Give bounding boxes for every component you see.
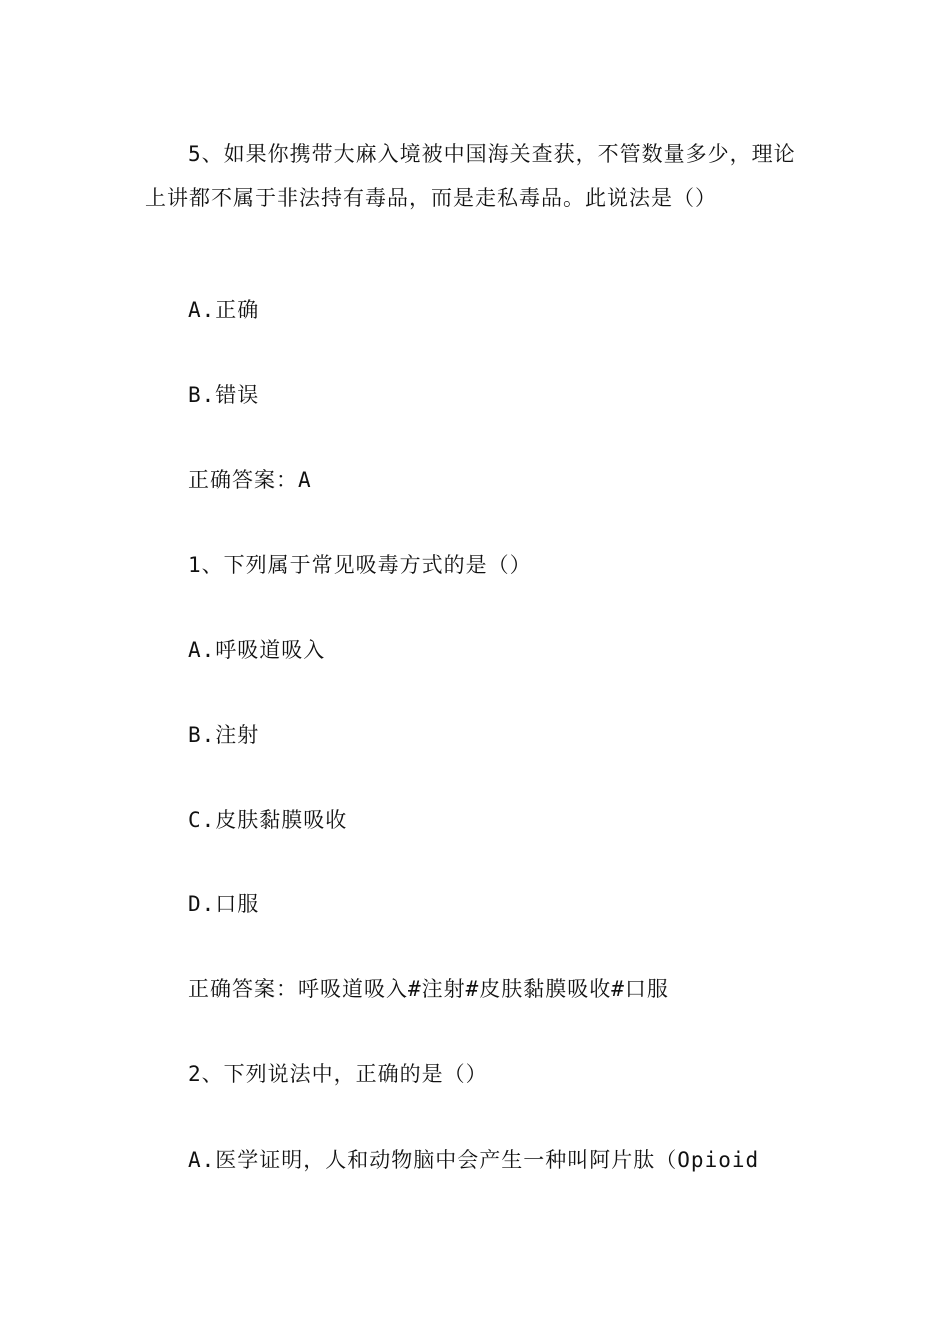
question-1-text: 1、下列属于常见吸毒方式的是（）: [188, 553, 532, 577]
question-1-answer: 正确答案：呼吸道吸入#注射#皮肤黏膜吸收#口服: [188, 977, 669, 1001]
question-5-answer: 正确答案：A: [188, 468, 312, 492]
question-1-option-b: B.注射: [188, 723, 260, 747]
question-5-option-a: A.正确: [188, 298, 260, 322]
question-5-text-line-1: 5、如果你携带大麻入境被中国海关查获，不管数量多少，理论: [188, 142, 796, 166]
question-5-text-line-2: 上讲都不属于非法持有毒品，而是走私毒品。此说法是（）: [145, 186, 717, 210]
question-2-text: 2、下列说法中，正确的是（）: [188, 1062, 488, 1086]
question-1-option-a: A.呼吸道吸入: [188, 638, 326, 662]
question-1-option-c: C.皮肤黏膜吸收: [188, 808, 348, 832]
question-1-option-d: D.口服: [188, 892, 260, 916]
question-2-option-a: A.医学证明，人和动物脑中会产生一种叫阿片肽（Opioid: [188, 1148, 760, 1172]
question-5-option-b: B.错误: [188, 383, 260, 407]
